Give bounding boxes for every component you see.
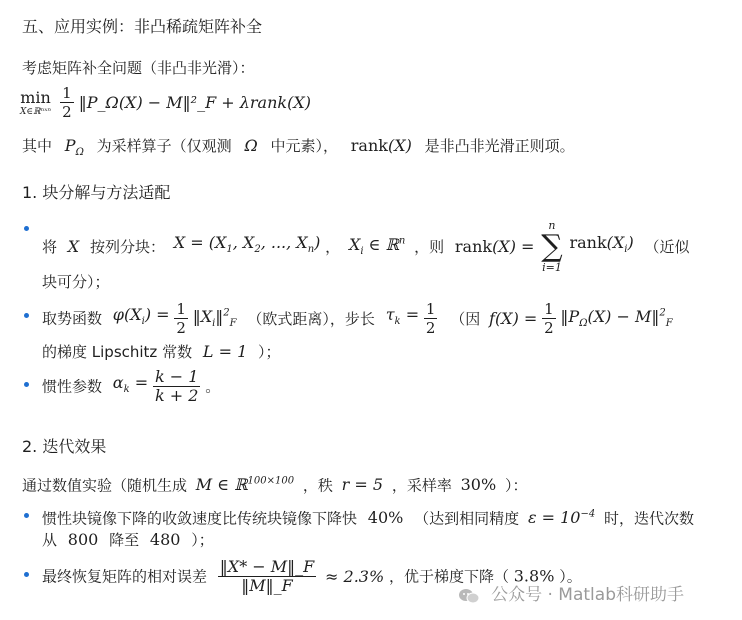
bullet-dot: [24, 572, 29, 577]
where-line: 其中 $P_\Omega$ 为采样算子（仅观测 Ω 中元素）， rank(X) 是非凸非光滑正则项。: [22, 136, 575, 159]
bullet-dot: [24, 313, 29, 318]
experiment-line: 通过数值实验（随机生成 M ∈ ℝ$^{100\times 100}$ ，秩 r = 5 ，采样率 30% ）：: [22, 475, 528, 495]
bullet1-line2: 块可分）；: [42, 273, 110, 291]
rank-term: rank(X): [350, 136, 412, 155]
bullet3-line: 惯性参数 $\alpha_k$ = $\frac{k - 1}{k + 2}$ 。: [42, 367, 221, 405]
bullet-dot: [24, 513, 29, 518]
bullet5-line: 最终恢复矩阵的相对误差 $\frac{‖X* - M‖\_F}{‖M‖\_F}$ ≈ 2.3% ，优于梯度下降（ 3.8% ）。: [42, 557, 582, 595]
bullet-dot: [24, 226, 29, 231]
main-formula: [20, 84, 311, 134]
bullet2-line1: 取势函数 $\varphi(X_i)$ = $\frac{1}{2}$ $‖X_i‖^2_F$ （欧式距离），步长 $\tau_k$ = $\frac{1}{2}$ （因 f(X) = $\frac{1}{2}$ $‖P_\Omega(X)$ − M‖$^2_F$: [42, 300, 673, 337]
sum-symbol: n ∑ i=1: [541, 219, 563, 274]
section-heading: 五、应用实例：非凸稀疏矩阵补全: [22, 17, 263, 36]
section-2-title: 2. 迭代效果: [22, 437, 107, 456]
omega-symbol: Ω: [244, 136, 258, 155]
bullet-dot: [24, 382, 29, 387]
bullet2-line2: 的梯度 Lipschitz 常数 L = 1 ）；: [42, 342, 281, 361]
sampling-operator: $P_\Omega$: [64, 136, 84, 159]
bullet1-line1: 将 X 按列分块： $X = (X_1$, $X_2$, ..., $X_n$) ， $X_i$ ∈ ℝ$^n$ ，则 rank(X) = n ∑ i=1 $rank(X_i)$ （近似: [42, 219, 690, 274]
formula-objective: ‖P_Ω(X) − M‖²_F + λrank(X): [78, 93, 311, 112]
min-operator: min: [20, 87, 51, 107]
section-1-title: 1. 块分解与方法适配: [22, 183, 171, 202]
watermark: 公众号 · Matlab科研助手: [458, 580, 684, 605]
min-subscript: X∈ℝⁿˣⁿ: [20, 106, 52, 117]
bullet4-line1: 惯性块镜像下降的收敛速度比传统块镜像下降快 40% （达到相同精度 $\varepsilon = 10^{-4}$ 时，迭代次数: [42, 508, 695, 528]
half-fraction: $\frac{1}{2}$: [62, 84, 72, 121]
intro-text: 考虑矩阵补全问题（非凸非光滑）：: [22, 59, 255, 77]
wechat-icon: [458, 587, 480, 605]
bullet4-line2: 从 800 降至 480 ）；: [42, 530, 214, 549]
